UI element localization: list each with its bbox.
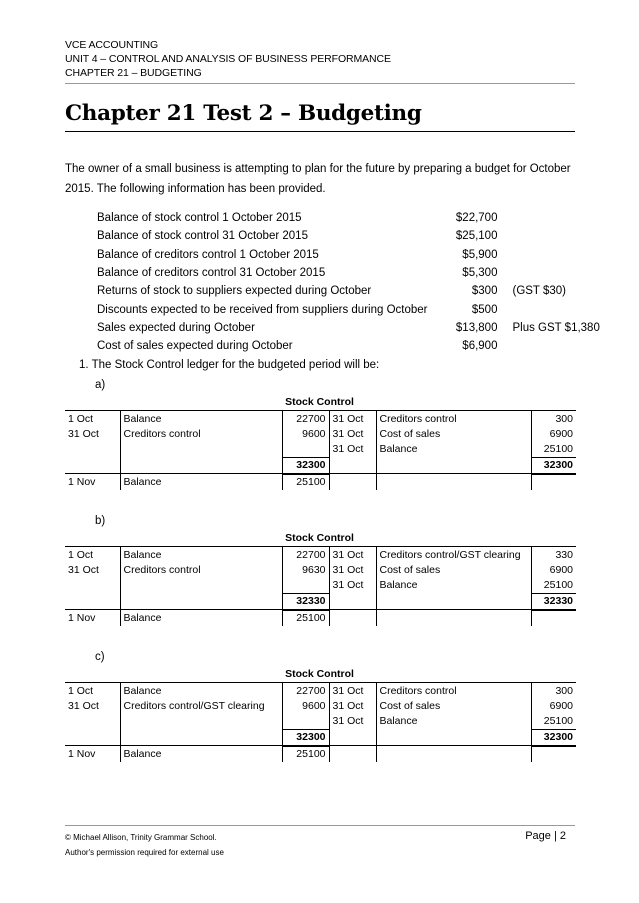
ledger-cell: 330 bbox=[531, 547, 576, 563]
ledger-cell bbox=[120, 577, 282, 593]
ledger-cell: 31 Oct bbox=[329, 562, 376, 577]
ledger-cell: 31 Oct bbox=[329, 683, 376, 699]
ledger-closing-row bbox=[65, 474, 576, 490]
footer-credits bbox=[65, 830, 224, 860]
ledger-cell: 1 Nov bbox=[68, 748, 96, 761]
info-label: Cost of sales expected during October bbox=[97, 340, 293, 353]
ledger-cell: Balance bbox=[120, 547, 282, 563]
header-divider bbox=[65, 83, 575, 84]
ledger-cell: 1 Oct bbox=[65, 411, 120, 427]
ledger-cell: 32300 bbox=[282, 457, 329, 474]
ledger-row bbox=[65, 411, 576, 427]
ledger-row bbox=[65, 683, 576, 699]
info-row bbox=[97, 337, 600, 355]
info-label: Discounts expected to be received from suppliers during October bbox=[97, 303, 428, 316]
ledger-cell: 22700 bbox=[282, 683, 329, 699]
budget-info-table bbox=[97, 209, 600, 355]
ledger-cell: 31 Oct bbox=[329, 713, 376, 729]
ledger-cell: 1 Nov bbox=[68, 612, 96, 625]
ledger-row bbox=[65, 441, 576, 457]
ledger-cell bbox=[120, 713, 282, 729]
stock-control-ledger bbox=[65, 546, 576, 626]
ledger-cell bbox=[329, 457, 376, 474]
ledger-cell bbox=[120, 729, 282, 746]
ledger-cell: 31 Oct bbox=[329, 411, 376, 427]
ledger-cell bbox=[65, 441, 120, 457]
footer-divider bbox=[65, 825, 575, 826]
ledger-cell bbox=[531, 746, 576, 762]
ledger-cell: Balance bbox=[376, 577, 531, 593]
ledger-cell bbox=[282, 577, 329, 593]
footer-copyright: © Michael Allison, Trinity Grammar School. bbox=[65, 833, 217, 842]
info-note: (GST $30) bbox=[512, 285, 566, 298]
ledger-cell: 6900 bbox=[531, 698, 576, 713]
ledger-cell bbox=[282, 713, 329, 729]
ledger-cell bbox=[376, 746, 531, 762]
ledger-cell: 25100 bbox=[531, 713, 576, 729]
ledger-cell: 6900 bbox=[531, 562, 576, 577]
ledger-cell: 25100 bbox=[531, 441, 576, 457]
ledger-cell: Creditors control/GST clearing bbox=[120, 698, 282, 713]
ledger-row bbox=[65, 577, 576, 593]
ledger-cell bbox=[329, 746, 376, 762]
account-title: Stock Control bbox=[285, 668, 354, 680]
ledger-cell: Cost of sales bbox=[376, 698, 531, 713]
account-title: Stock Control bbox=[285, 532, 354, 544]
ledger-cell: 31 Oct bbox=[329, 577, 376, 593]
ledger-row bbox=[65, 426, 576, 441]
ledger-cell: Balance bbox=[120, 746, 282, 762]
ledger-row bbox=[65, 713, 576, 729]
ledger-cell: 31 Oct bbox=[68, 427, 99, 440]
header-chapter: CHAPTER 21 – BUDGETING bbox=[65, 67, 202, 79]
ledger-cell: 300 bbox=[531, 411, 576, 427]
info-row bbox=[97, 264, 600, 282]
stock-control-ledger bbox=[65, 410, 576, 490]
ledger-cell bbox=[329, 729, 376, 746]
info-note: Plus GST $1,380 bbox=[512, 321, 600, 334]
info-row bbox=[97, 227, 600, 245]
ledger-cell bbox=[120, 441, 282, 457]
info-amount: $5,300 bbox=[462, 267, 498, 280]
ledger-cell: 9600 bbox=[282, 426, 329, 441]
ledger-cell: Balance bbox=[376, 713, 531, 729]
header-subject: VCE ACCOUNTING bbox=[65, 39, 159, 51]
info-note bbox=[497, 264, 599, 282]
info-amount: $5,900 bbox=[462, 248, 498, 261]
ledger-cell bbox=[376, 457, 531, 474]
ledger-cell: Creditors control bbox=[376, 411, 531, 427]
ledger-cell bbox=[531, 610, 576, 626]
info-amount: $13,800 bbox=[455, 321, 498, 334]
ledger-cell: 31 Oct bbox=[329, 426, 376, 441]
info-label: Balance of stock control 31 October 2015 bbox=[97, 230, 308, 243]
ledger-cell: Creditors control bbox=[376, 683, 531, 699]
ledger-cell bbox=[531, 474, 576, 490]
ledger-cell: 25100 bbox=[282, 610, 329, 626]
ledger-cell: Cost of sales bbox=[376, 562, 531, 577]
info-row bbox=[97, 209, 600, 227]
info-label: Balance of creditors control 31 October 2015 bbox=[97, 267, 326, 280]
ledger-cell: 31 Oct bbox=[68, 563, 99, 576]
ledger-cell: 1 Oct bbox=[65, 683, 120, 699]
ledger-cell: 32330 bbox=[531, 593, 576, 610]
ledger-cell: Creditors control bbox=[120, 426, 282, 441]
info-note bbox=[497, 246, 599, 264]
page-number: Page | 2 bbox=[525, 830, 566, 842]
info-amount: $22,700 bbox=[455, 212, 498, 225]
ledger-cell: 31 Oct bbox=[329, 441, 376, 457]
ledger-cell bbox=[120, 457, 282, 474]
ledger-cell bbox=[376, 593, 531, 610]
ledger-cell bbox=[65, 729, 120, 746]
info-note bbox=[497, 337, 599, 355]
ledger-cell: Balance bbox=[120, 474, 282, 490]
ledger-cell bbox=[65, 577, 120, 593]
ledger-cell: 22700 bbox=[282, 411, 329, 427]
ledger-cell bbox=[65, 457, 120, 474]
info-row bbox=[97, 282, 600, 300]
ledger-cell: Balance bbox=[376, 441, 531, 457]
ledger-total-row bbox=[65, 593, 576, 610]
ledger-cell: Cost of sales bbox=[376, 426, 531, 441]
ledger-cell bbox=[282, 441, 329, 457]
ledger-cell bbox=[329, 610, 376, 626]
ledger-cell bbox=[376, 474, 531, 490]
info-note bbox=[497, 227, 599, 245]
intro-paragraph: The owner of a small business is attempting to plan for the future by preparing a budget for October 2015. The following information has been provided. bbox=[65, 163, 571, 195]
ledger-closing-row bbox=[65, 746, 576, 762]
info-row bbox=[97, 319, 600, 337]
ledger-cell bbox=[329, 474, 376, 490]
info-amount: $300 bbox=[471, 285, 498, 298]
info-label: Balance of stock control 1 October 2015 bbox=[97, 212, 302, 225]
option-label: b) bbox=[95, 515, 106, 527]
question-1: 1. The Stock Control ledger for the budgeted period will be: bbox=[79, 359, 380, 371]
ledger-row bbox=[65, 562, 576, 577]
page-title: Chapter 21 Test 2 – Budgeting bbox=[65, 101, 422, 126]
header-unit: UNIT 4 – CONTROL AND ANALYSIS OF BUSINESS PERFORMANCE bbox=[65, 53, 391, 65]
info-label: Balance of creditors control 1 October 2015 bbox=[97, 248, 319, 261]
option-label: a) bbox=[95, 379, 106, 391]
ledger-row bbox=[65, 698, 576, 713]
info-note bbox=[497, 209, 599, 227]
stock-control-ledger bbox=[65, 682, 576, 762]
ledger-cell: 22700 bbox=[282, 547, 329, 563]
ledger-cell: Balance bbox=[120, 610, 282, 626]
ledger-cell bbox=[65, 593, 120, 610]
footer-permission: Author's permission required for external use bbox=[65, 848, 224, 857]
ledger-cell: 25100 bbox=[282, 746, 329, 762]
ledger-row bbox=[65, 547, 576, 563]
info-row bbox=[97, 246, 600, 264]
ledger-cell: 9600 bbox=[282, 698, 329, 713]
ledger-closing-row bbox=[65, 610, 576, 626]
ledger-cell bbox=[120, 593, 282, 610]
ledger-cell: 1 Nov bbox=[68, 476, 96, 489]
ledger-cell: Balance bbox=[120, 411, 282, 427]
info-note bbox=[497, 300, 599, 318]
option-label: c) bbox=[95, 651, 105, 663]
ledger-cell: 9630 bbox=[282, 562, 329, 577]
ledger-cell bbox=[329, 593, 376, 610]
ledger-cell: 32300 bbox=[531, 729, 576, 746]
title-divider bbox=[65, 131, 575, 132]
info-label: Sales expected during October bbox=[97, 321, 255, 334]
info-label: Returns of stock to suppliers expected during October bbox=[97, 285, 372, 298]
info-amount: $25,100 bbox=[455, 230, 498, 243]
info-amount: $6,900 bbox=[462, 340, 498, 353]
account-title: Stock Control bbox=[285, 396, 354, 408]
info-row bbox=[97, 300, 600, 318]
ledger-cell: 32300 bbox=[282, 729, 329, 746]
ledger-total-row bbox=[65, 729, 576, 746]
ledger-cell bbox=[376, 729, 531, 746]
ledger-cell bbox=[376, 610, 531, 626]
ledger-cell: Creditors control/GST clearing bbox=[376, 547, 531, 563]
ledger-cell: 1 Oct bbox=[65, 547, 120, 563]
ledger-cell: 6900 bbox=[531, 426, 576, 441]
ledger-cell: Creditors control bbox=[120, 562, 282, 577]
ledger-cell: 32330 bbox=[282, 593, 329, 610]
ledger-cell: Balance bbox=[120, 683, 282, 699]
ledger-cell: 31 Oct bbox=[329, 547, 376, 563]
info-amount: $500 bbox=[471, 303, 498, 316]
ledger-cell: 25100 bbox=[531, 577, 576, 593]
ledger-total-row bbox=[65, 457, 576, 474]
ledger-cell: 300 bbox=[531, 683, 576, 699]
ledger-cell: 31 Oct bbox=[68, 699, 99, 712]
ledger-cell: 31 Oct bbox=[329, 698, 376, 713]
ledger-cell: 32300 bbox=[531, 457, 576, 474]
ledger-cell: 25100 bbox=[282, 474, 329, 490]
ledger-cell bbox=[65, 713, 120, 729]
